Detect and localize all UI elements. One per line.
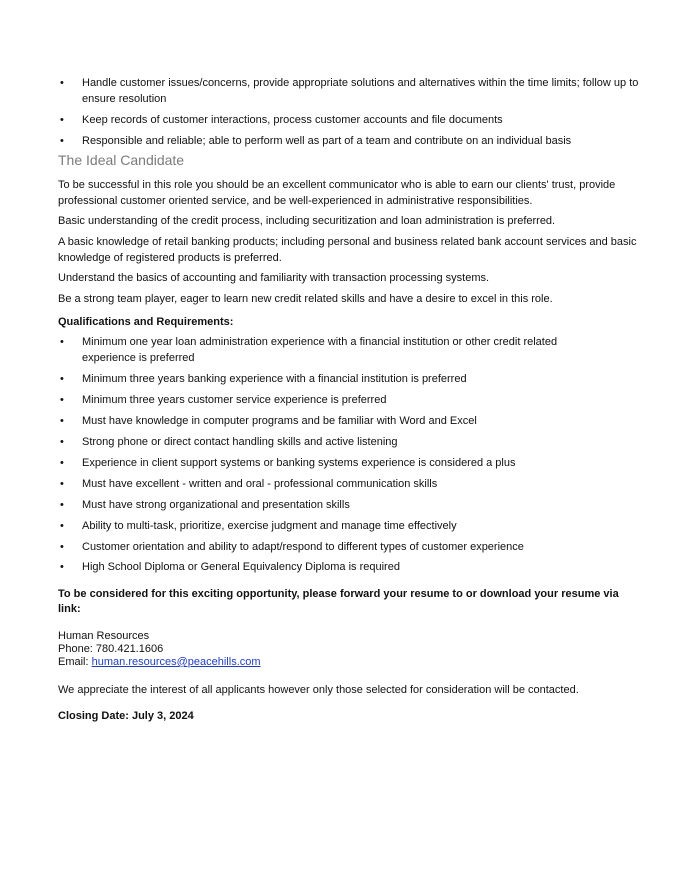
- bullet-marker: •: [60, 478, 64, 490]
- bullet-marker: •: [60, 135, 64, 147]
- bullet-marker: •: [60, 77, 64, 89]
- bullet-marker: •: [60, 394, 64, 406]
- bullet-text: Handle customer issues/concerns, provide appropriate solutions and alternatives within the time limits; follow up to ensure resolution: [82, 77, 639, 105]
- bullet-marker: •: [60, 541, 64, 553]
- bullet-text: Customer orientation and ability to adapt/respond to different types of customer experience: [82, 541, 524, 553]
- closing-date: Closing Date: July 3, 2024: [58, 710, 194, 722]
- bullet-marker: •: [60, 457, 64, 469]
- paragraph: Be a strong team player, eager to learn new credit related skills and have a desire to excel in this role.: [58, 293, 553, 305]
- bullet-text: Keep records of customer interactions, process customer accounts and file documents: [82, 114, 503, 126]
- bullet-marker: •: [60, 336, 64, 348]
- bullet-marker: •: [60, 436, 64, 448]
- bullet-marker: •: [60, 499, 64, 511]
- appreciation-note: We appreciate the interest of all applicants however only those selected for consideration will be contacted.: [58, 684, 579, 696]
- bullet-marker: •: [60, 114, 64, 126]
- bullet-text: Minimum three years banking experience with a financial institution is preferred: [82, 373, 467, 385]
- bullet-marker: •: [60, 520, 64, 532]
- bullet-marker: •: [60, 415, 64, 427]
- bullet-marker: •: [60, 373, 64, 385]
- bullet-text: Minimum one year loan administration experience with a financial institution or other credit related experience is preferred: [82, 336, 558, 364]
- paragraph: Understand the basics of accounting and familiarity with transaction processing systems.: [58, 272, 490, 284]
- application-instructions: To be considered for this exciting opportunity, please forward your resume to or download your resume via link:: [58, 588, 619, 615]
- contact-email-label: Email:: [58, 656, 92, 668]
- bullet-text: Strong phone or direct contact handling skills and active listening: [82, 436, 398, 448]
- contact-name: Human Resources: [58, 630, 150, 642]
- paragraph: Basic understanding of the credit process, including securitization and loan administration is preferred.: [58, 215, 556, 227]
- bullet-text: Experience in client support systems or banking systems experience is considered a plus: [82, 457, 516, 469]
- contact-email-link[interactable]: human.resources@peacehills.com: [91, 656, 261, 668]
- bullet-text: Minimum three years customer service experience is preferred: [82, 394, 387, 406]
- bullet-text: Must have knowledge in computer programs and be familiar with Word and Excel: [82, 415, 477, 427]
- bullet-marker: •: [60, 561, 64, 573]
- contact-phone: Phone: 780.421.1606: [58, 643, 164, 655]
- bullet-text: Must have strong organizational and presentation skills: [82, 499, 350, 511]
- paragraph: A basic knowledge of retail banking products; including personal and business related bank account services and basic knowledge of registered products is preferred.: [58, 236, 637, 264]
- contact-email-line: [58, 656, 648, 669]
- paragraph: To be successful in this role you should be an excellent communicator who is able to earn our clients' trust, provide professional customer oriented service, and be well-experienced in administrative responsibilities.: [58, 179, 616, 207]
- bullet-text: High School Diploma or General Equivalency Diploma is required: [82, 561, 400, 573]
- bullet-text: Ability to multi-task, prioritize, exercise judgment and manage time effectively: [82, 520, 457, 532]
- bullet-text: Must have excellent - written and oral - professional communication skills: [82, 478, 438, 490]
- section-heading-ideal-candidate: The Ideal Candidate: [58, 152, 185, 168]
- bullet-text: Responsible and reliable; able to perform well as part of a team and contribute on an individual basis: [82, 135, 572, 147]
- section-heading-qualifications: Qualifications and Requirements:: [58, 316, 234, 328]
